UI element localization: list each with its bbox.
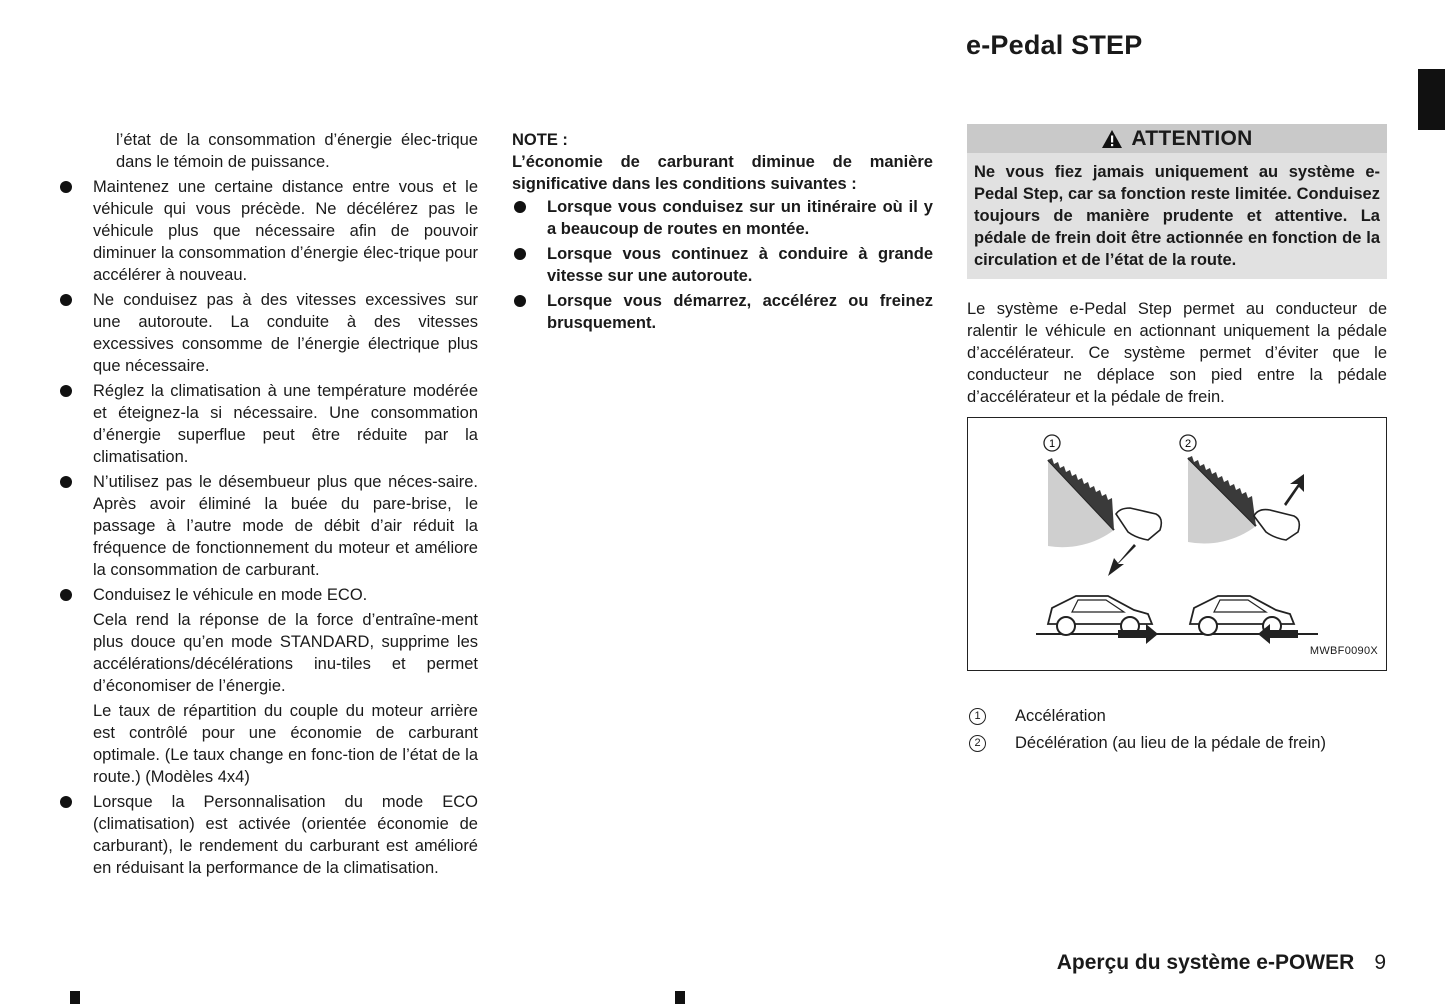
- continuation-text: l’état de la consommation d’énergie élec-trique dans le témoin de puissance.: [116, 131, 478, 171]
- bullet-icon: [514, 201, 526, 213]
- list-item-text: Cela rend la réponse de la force d’entraîne-ment plus douce qu’en mode STANDARD, supprime les accélérations/décélérations inu-tiles et permet d’économiser de l’énergie.: [93, 611, 478, 695]
- tips-list: [58, 176, 478, 879]
- list-item: [512, 196, 933, 240]
- list-item: [58, 471, 478, 581]
- note-column: [512, 129, 933, 337]
- legend-number: 1: [969, 708, 986, 725]
- pedal-diagram: [968, 418, 1386, 670]
- legend-item: [967, 705, 1387, 727]
- intro-paragraph: Le système e-Pedal Step permet au conducteur de ralentir le véhicule en actionnant uniquement la pédale d’accélérateur. Ce système permet d’éviter que le conducteur ne déplace son pied entre la pédale d’accélérateur et la pédale de frein.: [967, 300, 1387, 406]
- attention-title: ATTENTION: [1131, 126, 1253, 150]
- left-column: [58, 129, 478, 882]
- right-column: [967, 124, 1387, 759]
- crop-mark: [675, 991, 685, 1004]
- section-edge-tab: [1418, 69, 1445, 130]
- list-item-text: Ne conduisez pas à des vitesses excessives sur une autoroute. La conduite à des vitesses excessives consomme de l’énergie électrique plus que nécessaire.: [93, 291, 478, 375]
- deceleration-panel: [1180, 435, 1304, 544]
- list-item: [512, 290, 933, 334]
- footer-section-title: Aperçu du système e-POWER: [1056, 951, 1355, 974]
- list-item-text: Maintenez une certaine distance entre vous et le véhicule qui vous précède. Ne décélérez pas le véhicule plus que nécessaire afin de pouvoir diminuer la consommation d’énergie élec-trique pour accélérer à nouveau.: [93, 178, 478, 284]
- page-number: 9: [1374, 951, 1386, 974]
- bullet-icon: [60, 796, 72, 808]
- car-icon: [1190, 596, 1298, 644]
- figure-code: MWBF0090X: [1309, 645, 1378, 657]
- legend-text: Accélération: [1015, 707, 1106, 725]
- legend-number: 2: [969, 735, 986, 752]
- bullet-icon: [60, 476, 72, 488]
- attention-box: [967, 124, 1387, 279]
- figure-label: 2: [1184, 438, 1192, 450]
- acceleration-panel: [1044, 435, 1161, 576]
- list-item-text: Lorsque vous démarrez, accélérez ou freinez brusquement.: [547, 292, 933, 332]
- attention-header: [967, 124, 1387, 153]
- list-item-text: Conduisez le véhicule en mode ECO.: [93, 586, 368, 604]
- list-item-text: Lorsque la Personnalisation du mode ECO (climatisation) est activée (orientée économie de carburant), le rendement du carburant est amélioré en réduisant la performance de la climatisation.: [93, 793, 478, 877]
- legend-text: Décélération (au lieu de la pédale de frein): [1015, 734, 1326, 752]
- list-item-text: Lorsque vous continuez à conduire à grande vitesse sur une autoroute.: [547, 245, 933, 285]
- bullet-icon: [514, 295, 526, 307]
- bullet-icon: [60, 294, 72, 306]
- list-item-text: Lorsque vous conduisez sur un itinéraire où il y a beaucoup de routes en montée.: [547, 198, 933, 238]
- list-item: [58, 380, 478, 468]
- list-item: [58, 791, 478, 879]
- page-title: e-Pedal STEP: [966, 30, 1143, 60]
- warning-icon: [1101, 129, 1123, 149]
- page-footer: [1057, 951, 1386, 975]
- list-item-text: Réglez la climatisation à une température modérée et éteignez-la si nécessaire. Une consommation d’énergie superflue peut être réduite par la climatisation.: [93, 382, 478, 466]
- bullet-icon: [60, 589, 72, 601]
- list-item: [58, 289, 478, 377]
- car-icon: [1048, 596, 1158, 644]
- bullet-icon: [60, 385, 72, 397]
- list-item-text: N’utilisez pas le désembueur plus que néces-saire. Après avoir éliminé la buée du pare-brise, le passage à l’autre mode de débit d’air réduit la fréquence de fonctionnement du moteur et améliore la consommation de carburant.: [93, 473, 478, 579]
- crop-mark: [70, 991, 80, 1004]
- bullet-icon: [60, 181, 72, 193]
- note-list: [512, 196, 933, 334]
- legend-item: [967, 732, 1387, 754]
- figure-label: 1: [1048, 438, 1056, 450]
- attention-text: Ne vous fiez jamais uniquement au système e-Pedal Step, car sa fonction reste limitée. Conduisez toujours de manière prudente et attentive. La pédale de frein doit être actionnée en fonction de la circulation et de l’état de la route.: [974, 163, 1380, 269]
- note-intro: L’économie de carburant diminue de manière significative dans les conditions suivantes :: [512, 153, 933, 193]
- e-pedal-illustration: [967, 417, 1387, 671]
- list-item: [512, 243, 933, 287]
- bullet-icon: [514, 248, 526, 260]
- list-item-text: Le taux de répartition du couple du moteur arrière est contrôlé pour une économie de carburant optimale. (Le taux change en fonc-tion de l’état de la route.) (Modèles 4x4): [93, 702, 478, 786]
- list-item: [58, 584, 478, 788]
- list-item: [58, 176, 478, 286]
- note-label: NOTE :: [512, 131, 568, 149]
- figure-legend: [967, 705, 1387, 754]
